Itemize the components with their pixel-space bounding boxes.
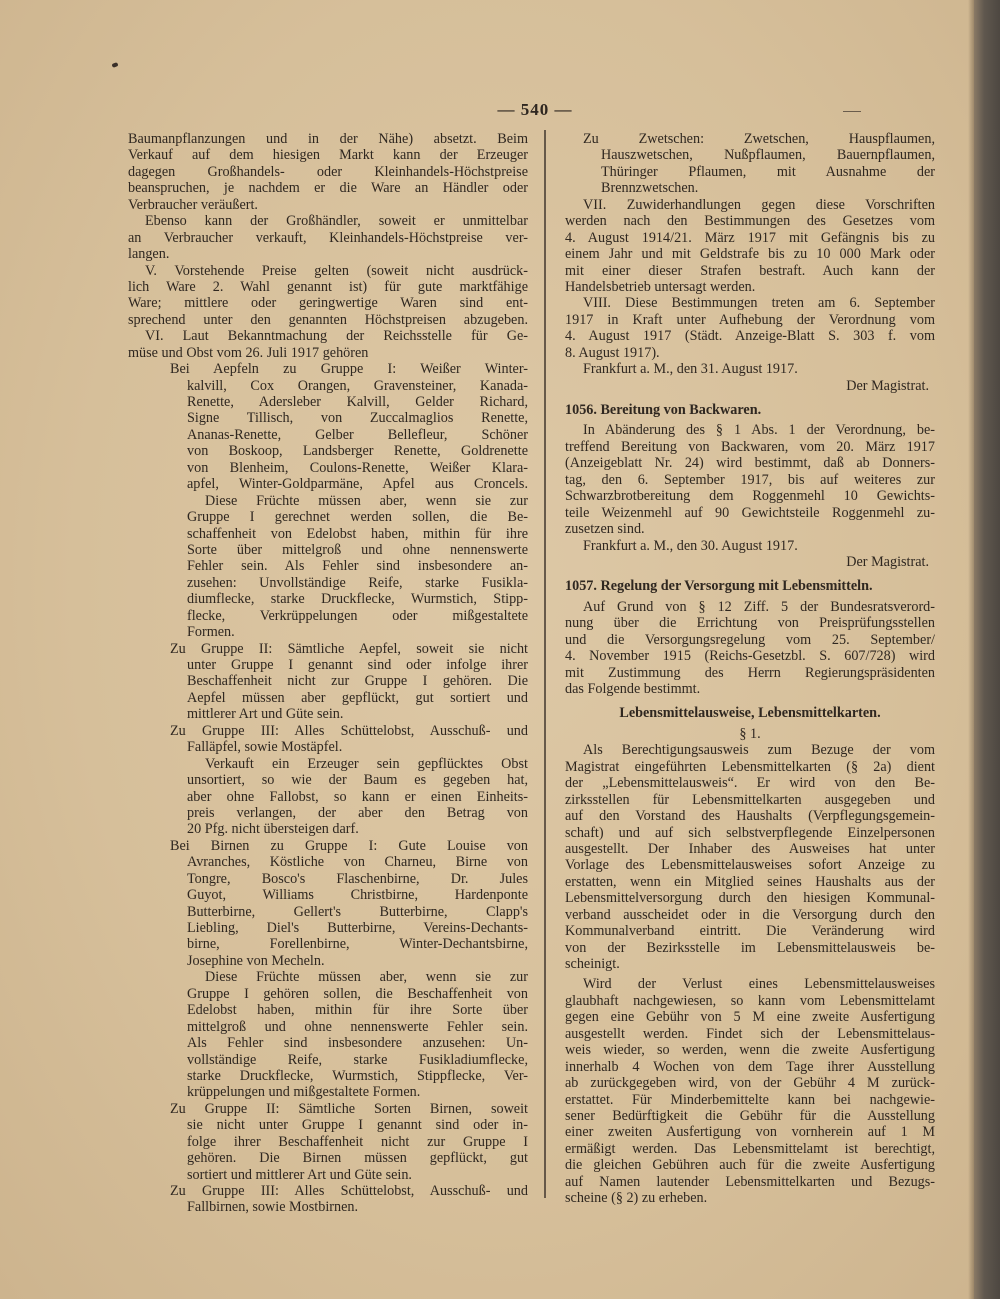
text-line: Gruppe I gerechnet werden sollen, die Be- bbox=[187, 509, 528, 526]
text-line: zirksstellen für Lebensmittelkarten ausgegeben und bbox=[565, 791, 935, 808]
text-line: langen. bbox=[128, 246, 170, 263]
column-divider bbox=[544, 130, 546, 1198]
text-line: Tongre, Bosco's Flaschenbirne, Dr. Jules bbox=[187, 870, 528, 887]
text-line: Fehler sein. Als Fehler sind insbesondere an- bbox=[187, 558, 528, 575]
text-line: VII. Zuwiderhandlungen gegen diese Vorschriften bbox=[583, 196, 935, 213]
text-line: beanspruchen, je nachdem er die Ware an Händler oder bbox=[128, 180, 528, 197]
text-line: Fallbirnen, sowie Mostbirnen. bbox=[187, 1199, 359, 1216]
header-rule bbox=[843, 111, 861, 112]
section-heading: Lebensmittelausweise, Lebensmittelkarten. bbox=[619, 705, 881, 722]
text-line: Verkauft ein Erzeuger sein gepflücktes Obst bbox=[205, 755, 528, 772]
section-heading: 1057. Regelung der Versorgung mit Lebensmitteln. bbox=[565, 578, 873, 595]
text-line: 8. August 1917). bbox=[565, 344, 660, 361]
text-line: Vorlage des Lebensmittelausweises sofort Anzeige zu bbox=[565, 857, 935, 874]
text-line: ermäßigt werden. Das Lebensmittelamt ist berechtigt, bbox=[565, 1140, 935, 1157]
text-line: Auf Grund von § 12 Ziff. 5 der Bundesratsverord- bbox=[583, 598, 935, 615]
text-line: Zu Gruppe II: Sämtliche Aepfel, soweit sie nicht bbox=[170, 640, 528, 657]
text-line: 4. August 1917 (Städt. Anzeige-Blatt S. 303 f. vom bbox=[565, 328, 935, 345]
text-line: 4. November 1915 (Reichs-Gesetzbl. S. 607/728) wird bbox=[565, 648, 935, 665]
text-line: unsortiert, so wie der Baum es gegeben hat, bbox=[187, 772, 528, 789]
text-line: mit einer dieser Strafen bestraft. Auch kann der bbox=[565, 262, 935, 279]
text-line: Frankfurt a. M., den 30. August 1917. bbox=[583, 537, 798, 554]
text-line: an Verbraucher verkauft, Kleinhandels-Höchstpreise ver- bbox=[128, 229, 528, 246]
text-line: lich Ware 2. Wahl genannt ist) für gute marktfähige bbox=[128, 278, 528, 295]
text-line: auf Namen lautender Lebensmittelkarten und Bezugs- bbox=[565, 1173, 935, 1190]
text-line: Zu Zwetschen: Zwetschen, Hauspflaumen, bbox=[583, 131, 935, 147]
signature-line: Der Magistrat. bbox=[846, 377, 929, 394]
text-line: Zu Gruppe II: Sämtliche Sorten Birnen, soweit bbox=[170, 1100, 528, 1117]
text-line: werden nach den Bestimmungen des Gesetzes vom bbox=[565, 213, 935, 230]
text-line: der „Lebensmittelausweis“. Er wird von den Be- bbox=[565, 775, 935, 792]
text-line: aber ohne Fallobst, so kann er einen Einheits- bbox=[187, 788, 528, 805]
text-line: sie nicht unter Gruppe I genannt sind oder in- bbox=[187, 1117, 528, 1134]
text-line: folge ihrer Beschaffenheit nicht zur Gruppe I bbox=[187, 1133, 528, 1150]
text-line: V. Vorstehende Preise gelten (soweit nicht ausdrück- bbox=[145, 262, 528, 279]
text-line: verband ausscheidet oder in die Versorgung durch den bbox=[565, 906, 935, 923]
text-line: Guyot, Williams Christbirne, Hardenponte bbox=[187, 887, 528, 904]
text-line: glaubhaft nachgewiesen, so kann vom Lebensmittelamt bbox=[565, 992, 935, 1009]
text-line: Bei Birnen zu Gruppe I: Gute Louise von bbox=[170, 837, 528, 854]
text-line: treffend Bereitung von Backwaren, vom 20. März 1917 bbox=[565, 438, 935, 455]
text-line: Diese Früchte müssen aber, wenn sie zur bbox=[205, 969, 528, 986]
text-line: birne, Forellenbirne, Winter-Dechantsbirne, bbox=[187, 936, 528, 953]
text-line: Als Berechtigungsausweis zum Bezuge der vom bbox=[583, 742, 935, 759]
text-line: Beschaffenheit nicht zur Gruppe I gehören. Die bbox=[187, 673, 528, 690]
text-line: Handelsbetrieb untersagt werden. bbox=[565, 278, 756, 295]
text-line: kalvill, Cox Orangen, Gravensteiner, Kanada- bbox=[187, 377, 528, 394]
text-line: Wird der Verlust eines Lebensmittelausweises bbox=[583, 976, 935, 993]
text-line: das Folgende bestimmt. bbox=[565, 681, 701, 697]
text-line: scheinigt. bbox=[565, 956, 620, 972]
text-line: erstatten, wenn ein Mitglied seines Haushalts aus der bbox=[565, 873, 935, 890]
text-line: Baumanpflanzungen und in der Nähe) absetzt. Beim bbox=[128, 131, 528, 147]
text-line: Ware; mittlere oder geringwertige Waren sind ent- bbox=[128, 295, 528, 312]
text-line: Aepfel müssen aber gepflückt, gut sortiert und bbox=[187, 689, 528, 706]
text-line: Renette, Adersleber Kalvill, Gelder Richard, bbox=[187, 394, 528, 410]
text-line: zusehen: Unvollständige Reife, starke Fusikla- bbox=[187, 574, 528, 591]
text-line: 1917 in Kraft unter Aufhebung der Verordnung vom bbox=[565, 311, 935, 328]
text-line: auf den Vorstand des Haushalts (Verpflegungsgemein- bbox=[565, 808, 935, 825]
text-line: Gruppe I gehören sollen, die Beschaffenheit von bbox=[187, 985, 528, 1002]
text-line: mit Zustimmung des Herrn Regierungspräsidenten bbox=[565, 664, 935, 681]
text-line: scheine (§ 2) zu erheben. bbox=[565, 1190, 708, 1207]
text-line: von der Bezirksstelle im Lebensmittelausweis be- bbox=[565, 939, 935, 956]
text-line: Thüringer Pflaumen, mit Ausnahme der bbox=[601, 163, 935, 180]
text-line: von Boskoop, Landsberger Renette, Goldrenette bbox=[187, 443, 528, 460]
text-line: krüppelungen und mißgestaltete Formen. bbox=[187, 1084, 421, 1101]
text-line: Zu Gruppe III: Alles Schüttelobst, Ausschuß- und bbox=[170, 722, 528, 739]
text-line: ausgestellt. Der Inhaber des Ausweises hat unter bbox=[565, 840, 935, 857]
text-line: erstattet. Für Minderbemittelte kann bei nachgewie- bbox=[565, 1091, 935, 1108]
text-line: Hauszwetschen, Nußpflaumen, Bauernpflaumen, bbox=[601, 147, 935, 164]
ink-mark bbox=[111, 62, 118, 68]
text-line: VIII. Diese Bestimmungen treten am 6. September bbox=[583, 295, 935, 312]
text-line: Diese Früchte müssen aber, wenn sie zur bbox=[205, 492, 528, 509]
text-line: Schwarzbrotbereitung dem Roggenmehl 10 Gewichts- bbox=[565, 488, 935, 505]
text-line: ab zurückgegeben wird, von der Gebühr 4 M zurück- bbox=[565, 1075, 935, 1092]
text-line: innerhalb 4 Wochen von dem Tage ihrer Ausstellung bbox=[565, 1058, 935, 1075]
text-line: einem Jahr und mit Geldstrafe bis zu 10 000 Mark oder bbox=[565, 246, 935, 263]
text-line: sprechend unter den genannten Höchstpreisen abzugeben. bbox=[128, 311, 528, 328]
text-line: apfel, Winter-Goldparmäne, Apfel aus Croncels. bbox=[187, 476, 528, 493]
text-line: Josephine von Mecheln. bbox=[187, 952, 325, 969]
text-line: Avranches, Köstliche von Charneu, Birne von bbox=[187, 854, 528, 871]
text-line: Formen. bbox=[187, 624, 235, 641]
text-line: Sorte über mittelgroß und ohne nennenswerte bbox=[187, 541, 528, 558]
left-column bbox=[128, 131, 528, 1216]
text-line: Zu Gruppe III: Alles Schüttelobst, Ausschuß- und bbox=[170, 1183, 528, 1199]
text-line: vollständige Reife, starke Fusikladiumflecke, bbox=[187, 1051, 528, 1068]
text-line: Bei Aepfeln zu Gruppe I: Weißer Winter- bbox=[170, 361, 528, 378]
text-line: flecke, Verkrüppelungen oder mißgestaltete bbox=[187, 607, 528, 624]
text-line: nung über die Errichtung von Preisprüfungsstellen bbox=[565, 615, 935, 632]
text-line: ausgestellt werden. Findet sich der Lebensmittelaus- bbox=[565, 1025, 935, 1042]
text-line: tag, den 6. September 1917, bis auf weiteres zur bbox=[565, 471, 935, 488]
text-line: Verbraucher veräußert. bbox=[128, 196, 258, 213]
text-line: diumflecke, starke Druckflecke, Wurmstich, Stipp- bbox=[187, 591, 528, 608]
text-line: unter Gruppe I genannt sind oder infolge ihrer bbox=[187, 657, 528, 673]
text-line: dagegen Großhandels- oder Kleinhandels-Höchstpreise bbox=[128, 163, 528, 180]
text-line: (Anzeigeblatt Nr. 24) wird bestimmt, daß ab Donners- bbox=[565, 455, 935, 472]
text-line: Kommunalverband eintritt. Die Veränderung wird bbox=[565, 923, 935, 940]
text-line: Butterbirne, Gellert's Butterbirne, Clapp's bbox=[187, 903, 528, 920]
text-line: und die Versorgungsregelung vom 25. September/ bbox=[565, 631, 935, 648]
right-column bbox=[565, 131, 935, 1207]
book-binding bbox=[974, 0, 1000, 1299]
text-line: Ananas-Renette, Gelber Bellefleur, Schöner bbox=[187, 426, 528, 443]
text-line: preis verlangen, der aber den Betrag von bbox=[187, 804, 528, 821]
text-line: einer zweiten Ausfertigung von vornherein auf 1 M bbox=[565, 1124, 935, 1141]
text-line: In Abänderung des § 1 Abs. 1 der Verordnung, be- bbox=[583, 422, 935, 439]
text-line: Edelobst haben, mithin für ihre Sorte über bbox=[187, 1002, 528, 1019]
text-line: § 1. bbox=[739, 725, 761, 742]
text-line: 20 Pfg. nicht übersteigen darf. bbox=[187, 821, 359, 838]
text-line: Ebenso kann der Großhändler, soweit er unmittelbar bbox=[145, 213, 528, 230]
page-number: — 540 — bbox=[497, 100, 573, 119]
text-line: mittlerer Art und Güte sein. bbox=[187, 706, 344, 723]
text-line: gehören. Die Birnen müssen gepflückt, gut bbox=[187, 1150, 528, 1167]
text-line: 4. August 1914/21. März 1917 mit Gefängnis bis zu bbox=[565, 229, 935, 246]
text-line: müse und Obst vom 26. Juli 1917 gehören bbox=[128, 344, 369, 361]
signature-line: Der Magistrat. bbox=[846, 553, 929, 570]
text-line: Lebensmittelversorgung durch den hiesigen Kommunal- bbox=[565, 890, 935, 907]
text-line: teile Weizenmehl auf 90 Gewichtsteile Roggenmehl zu- bbox=[565, 504, 935, 521]
text-line: Frankfurt a. M., den 31. August 1917. bbox=[583, 361, 798, 378]
text-line: von Blenheim, Coulons-Renette, Weißer Klara- bbox=[187, 459, 528, 476]
text-line: Falläpfel, sowie Mostäpfel. bbox=[187, 739, 343, 756]
text-line: VI. Laut Bekanntmachung der Reichsstelle für Ge- bbox=[145, 328, 528, 345]
section-heading: 1056. Bereitung von Backwaren. bbox=[565, 402, 762, 418]
text-line: mittelgroß und ohne nennenswerte Fehler sein. bbox=[187, 1018, 528, 1035]
text-line: starke Druckflecke, Wurmstich, Stippflecke, Ver- bbox=[187, 1067, 528, 1084]
text-line: die gleichen Gebühren auch für die zweite Ausfertigung bbox=[565, 1157, 935, 1174]
text-line: sener Bedürftigkeit die Gebühr für die Ausstellung bbox=[565, 1107, 935, 1124]
text-line: Brennzwetschen. bbox=[601, 180, 699, 197]
text-line: gegen eine Gebühr von 5 M eine zweite Ausfertigung bbox=[565, 1009, 935, 1026]
text-line: zusetzen sind. bbox=[565, 521, 645, 538]
text-line: Magistrat eingeführten Lebensmittelkarten (§ 2a) dient bbox=[565, 758, 935, 775]
text-line: Liebling, Diel's Butterbirne, Vereins-Dechants- bbox=[187, 920, 528, 936]
text-line: Signe Tillisch, von Zuccalmaglios Renette, bbox=[187, 410, 528, 427]
text-line: Verkauf auf dem hiesigen Markt kann der Erzeuger bbox=[128, 147, 528, 164]
text-line: schaft) und auf sich selbstverpflegende Einzelpersonen bbox=[565, 824, 935, 841]
text-line: Als Fehler sind insbesondere anzusehen: Un- bbox=[187, 1035, 528, 1052]
text-line: weis wieder, so werden, wenn die zweite Ausfertigung bbox=[565, 1042, 935, 1059]
text-line: sortiert und mittlerer Art und Güte sein. bbox=[187, 1166, 412, 1183]
text-line: schaffenheit von Edelobst haben, mithin für ihre bbox=[187, 525, 528, 542]
